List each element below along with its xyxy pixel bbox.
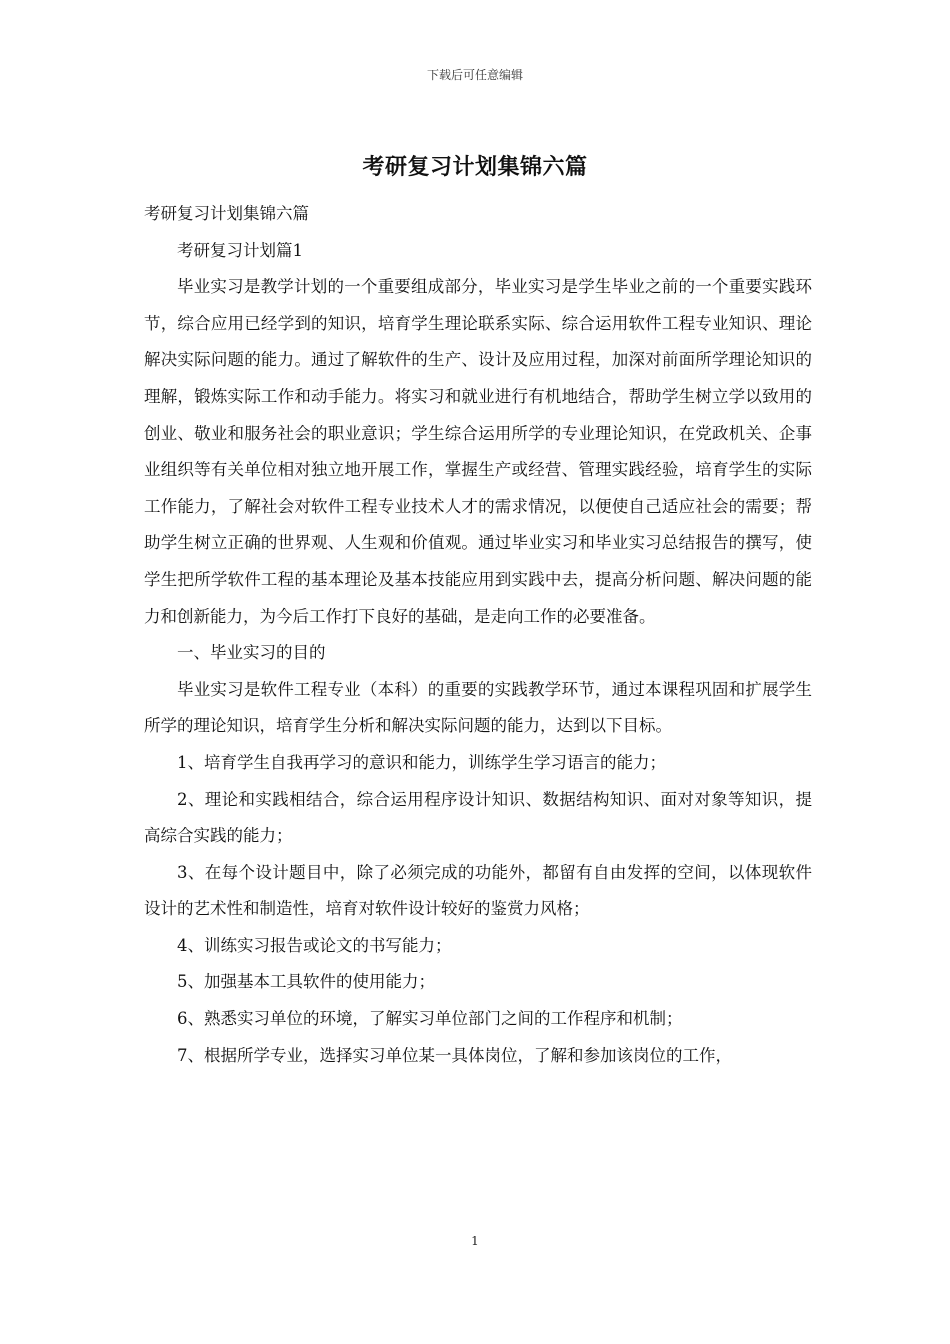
document-title: 考研复习计划集锦六篇 (362, 154, 588, 180)
header-note: 下载后可任意编辑 (426, 68, 523, 82)
document-subtitle: 考研复习计划集锦六篇 (144, 204, 309, 223)
goal-item: 7、根据所学专业，选择实习单位某一具体岗位，了解和参加该岗位的工作， (177, 1045, 732, 1065)
page-number: 1 (471, 1234, 479, 1248)
purpose-heading: 一、毕业实习的目的 (177, 643, 326, 663)
goal-item: 4、训练实习报告或论文的书写能力； (177, 935, 452, 955)
goal-item: 6、熟悉实习单位的环境，了解实习单位部门之间的工作程序和机制； (177, 1009, 683, 1029)
goal-item: 2、理论和实践相结合，综合运用程序设计知识、数据结构知识、面对对象等知识，提高综合实践的能力； (144, 789, 812, 846)
goal-item: 5、加强基本工具软件的使用能力； (177, 972, 435, 992)
purpose-paragraph: 毕业实习是软件工程专业（本科）的重要的实践教学环节，通过本课程巩固和扩展学生所学的理论知识，培育学生分析和解决实际问题的能力，达到以下目标。 (144, 679, 812, 736)
goal-item: 3、在每个设计题目中，除了必须完成的功能外，都留有自由发挥的空间，以体现软件设计的艺术性和制造性，培育对软件设计较好的鉴赏力风格； (144, 862, 812, 919)
goal-item: 1、培育学生自我再学习的意识和能力，训练学生学习语言的能力； (177, 752, 666, 772)
intro-paragraph: 毕业实习是教学计划的一个重要组成部分，毕业实习是学生毕业之前的一个重要实践环节，综合应用已经学到的知识，培育学生理论联系实际、综合运用软件工程专业知识、理论解决实际问题的能力。通过了解软件的生产、设计及应用过程，加深对前面所学理论知识的理解，锻炼实际工作和动手能力。将实习和就业进行有机地结合，帮助学生树立学以致用的创业、敬业和服务社会的职业意识；学生综合运用所学的专业理论知识，在党政机关、企事业组织等有关单位相对独立地开展工作，掌握生产或经营、管理实践经验，培育学生的实际工作能力，了解社会对软件工程专业技术人才的需求情况，以便使自己适应社会的需要；帮助学生树立正确的世界观、人生观和价值观。通过毕业实习和毕业实习总结报告的撰写，使学生把所学软件工程的基本理论及基本技能应用到实践中去，提高分析问题、解决问题的能力和创新能力，为今后工作打下良好的基础，是走向工作的必要准备。 (144, 277, 812, 626)
document-body (144, 196, 812, 1074)
section-heading: 考研复习计划篇1 (177, 240, 303, 260)
